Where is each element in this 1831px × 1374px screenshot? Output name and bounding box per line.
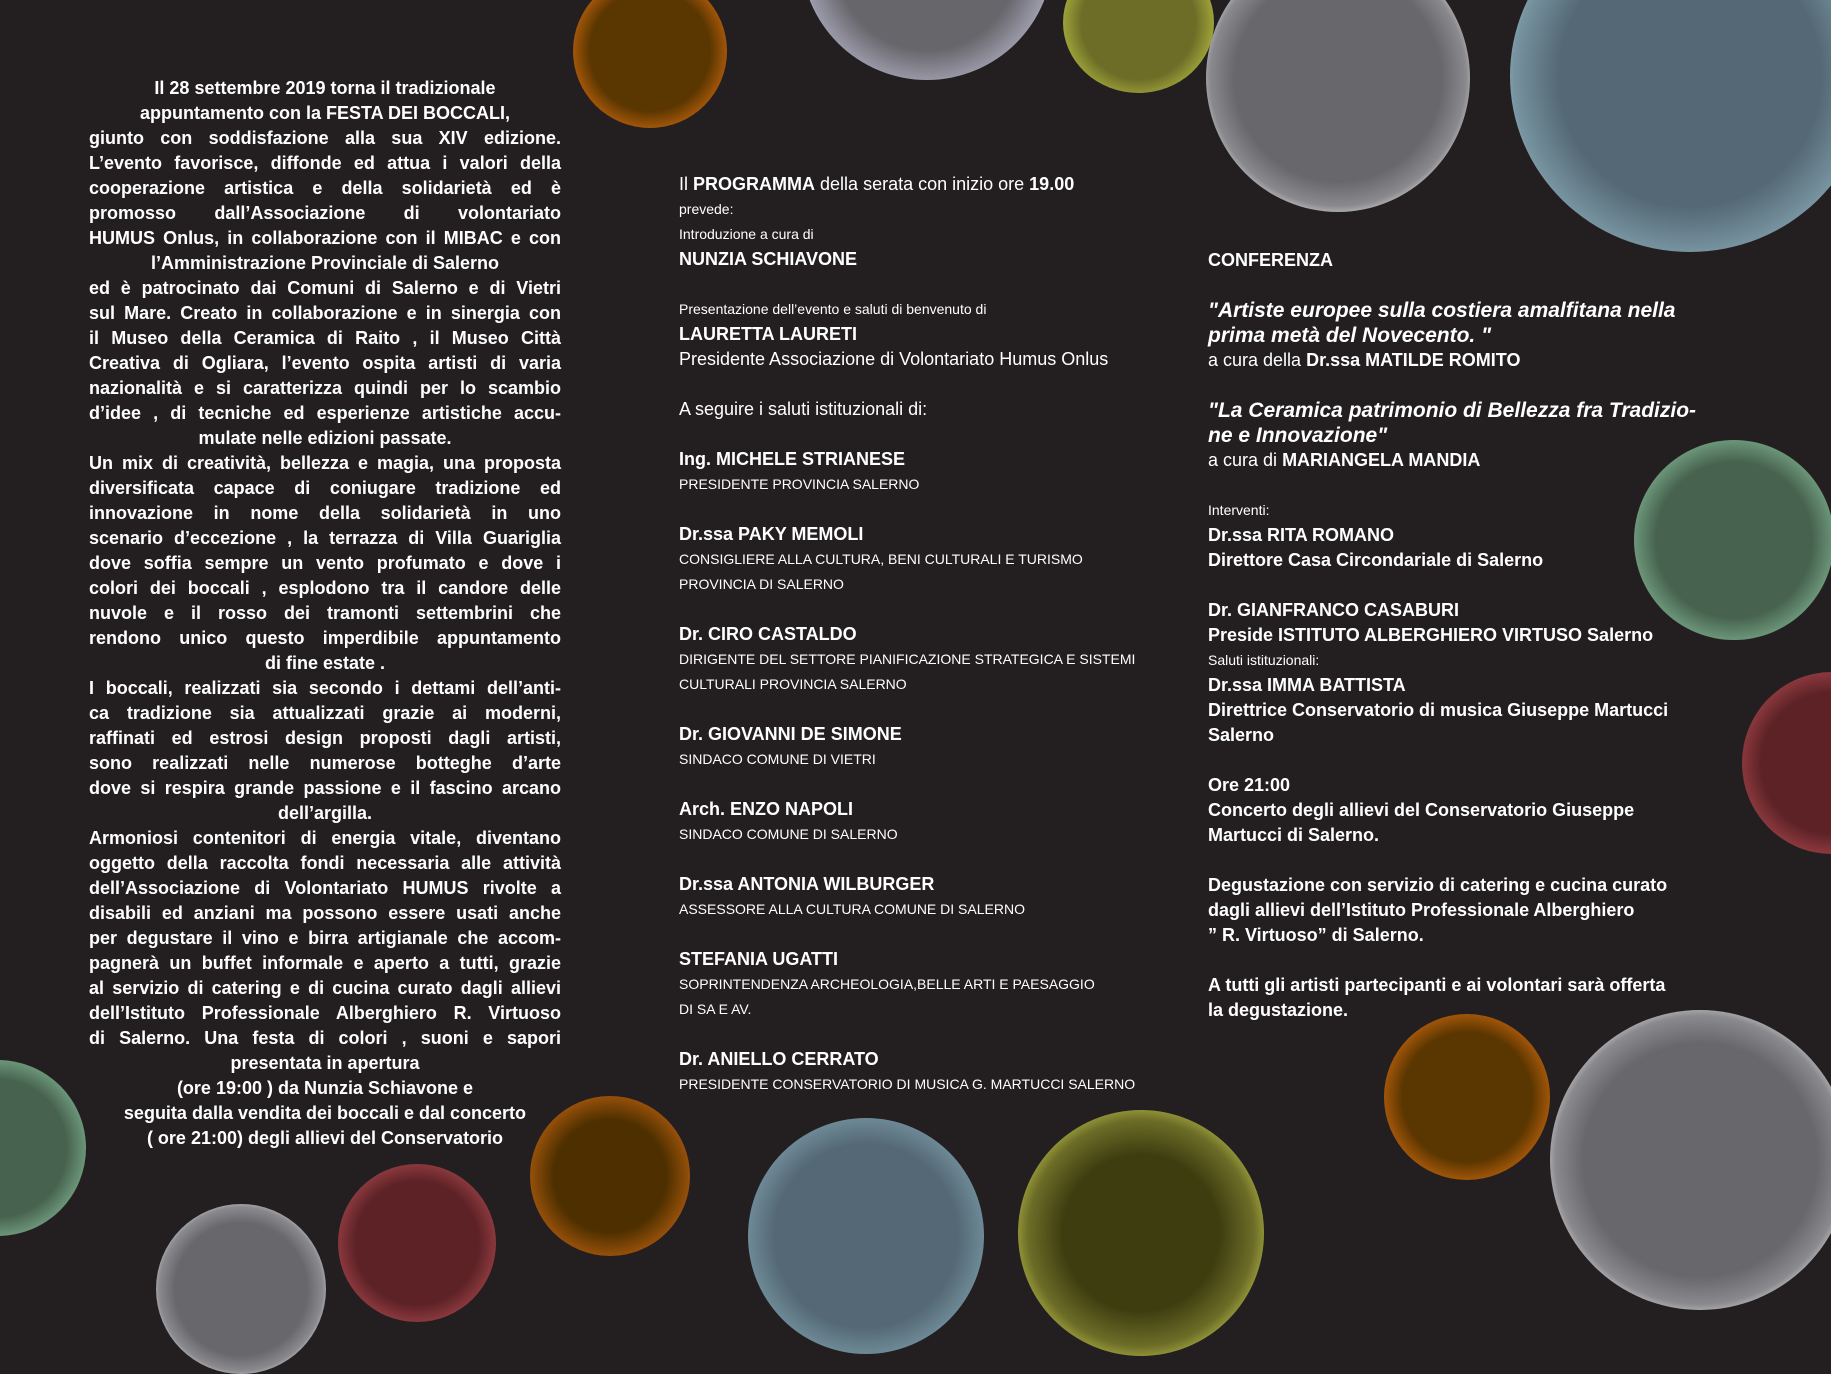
concert-line2: Martucci di Salerno. (1208, 825, 1380, 845)
intro-text-line: Un mix di creatività, bellezza e magia, una proposta (89, 453, 561, 473)
intro-text-line: raffinati ed estrosi design proposti dagli artisti, (89, 728, 561, 748)
intro-text-line: dell’argilla. (277, 803, 373, 823)
program-person (679, 872, 1219, 922)
intro-text-line: innovazione in nome della solidarietà in uno (89, 503, 561, 523)
program-person (679, 797, 1219, 847)
program-person-role: DIRIGENTE DEL SETTORE PIANIFICAZIONE STRATEGICA E SISTEMI (679, 651, 1136, 667)
intro-text-line: dell’Istituto Professionale Alberghiero R. Virtuoso (89, 1003, 561, 1023)
program-person-role: SOPRINTENDENZA ARCHEOLOGIA,BELLE ARTI E PAESAGGIO (679, 976, 1095, 992)
intro-text-line: al servizio di catering e di cucina curato dagli allievi (89, 978, 561, 998)
program-person-role: PROVINCIA DI SALERNO (679, 576, 844, 592)
program-lauretta-role: Presidente Associazione di Volontariato Humus Onlus (679, 349, 1109, 369)
intro-text-line: nuvole e il rosso dei tramonti settembrini che (89, 603, 561, 623)
conference-column (1208, 248, 1768, 1023)
intro-text-line: Creativa di Ogliara, l’evento ospita artisti di varia (89, 353, 561, 373)
intro-text-line: ca tradizione sia attualizzati grazie ai moderni, (89, 703, 561, 723)
program-nunzia: NUNZIA SCHIAVONE (679, 249, 858, 269)
talk2-by: a cura di MARIANGELA MANDIA (1208, 450, 1481, 470)
circle-gray-teal-top (1206, 0, 1470, 212)
program-person-role: ASSESSORE ALLA CULTURA COMUNE DI SALERNO (679, 901, 1025, 917)
program-person (679, 722, 1219, 772)
intro-text-line: il Museo della Ceramica di Raito , il Museo Città (89, 328, 561, 348)
program-person-role: PRESIDENTE PROVINCIA SALERNO (679, 476, 920, 492)
program-person-role: CULTURALI PROVINCIA SALERNO (679, 676, 907, 692)
rita-name: Dr.ssa RITA ROMANO (1208, 525, 1395, 545)
intro-text-line: HUMUS Onlus, in collaborazione con il MIBAC e con (89, 228, 561, 248)
intro-text-line: nazionalità e si caratterizza quindi per lo scambio (89, 378, 561, 398)
program-person-role: SINDACO COMUNE DI VIETRI (679, 751, 876, 767)
program-person-name: Ing. MICHELE STRIANESE (679, 449, 906, 469)
rita-role: Direttore Casa Circondariale di Salerno (1208, 550, 1544, 570)
program-person (679, 622, 1219, 697)
intro-text-line: d’idee , di tecniche ed esperienze artistiche accu- (89, 403, 561, 423)
talk2-title-line1: "La Ceramica patrimonio di Bellezza fra Tradizio- (1208, 399, 1697, 422)
program-person (679, 947, 1219, 1022)
intro-text-line: per degustare il vino e birra artigianale che accom- (89, 928, 561, 948)
program-person-role: CONSIGLIERE ALLA CULTURA, BENI CULTURALI E TURISMO (679, 551, 1083, 567)
circle-orange-bottom-right (1384, 1014, 1550, 1180)
degustazione-line1: Degustazione con servizio di catering e cucina curato (1208, 875, 1668, 895)
program-presentazione: Presentazione dell’evento e saluti di benvenuto di (679, 301, 987, 317)
intro-text-line: I boccali, realizzati sia secondo i dettami dell’anti- (89, 678, 561, 698)
circle-red-bottom (338, 1164, 496, 1322)
intro-text-column (89, 76, 561, 1151)
circle-gray-bottom-left (156, 1204, 326, 1374)
talk1-title-line2: prima metà del Novecento. " (1208, 324, 1492, 347)
program-person-name: Dr. ANIELLO CERRATO (679, 1049, 879, 1069)
intro-text-line: sul Mare. Creato in collaborazione e in sinergia con (89, 303, 561, 323)
circle-olive-top (1063, 0, 1214, 93)
imma-role-line2: Salerno (1208, 725, 1275, 745)
interventi-label: Interventi: (1208, 502, 1270, 518)
program-person (679, 447, 1219, 497)
degustazione-line3: ” R. Virtuoso” di Salerno. (1208, 925, 1424, 945)
program-person-name: Dr.ssa ANTONIA WILBURGER (679, 874, 935, 894)
intro-text-line: L’evento favorisce, diffonde ed attua i valori della (89, 153, 561, 173)
intro-text-line: (ore 19:00 ) da Nunzia Schiavone e (176, 1078, 474, 1098)
program-person-name: Dr. CIRO CASTALDO (679, 624, 857, 644)
program-person-name: Arch. ENZO NAPOLI (679, 799, 854, 819)
intro-text-line: diversificata capace di coniugare tradizione ed (89, 478, 561, 498)
program-introduzione: Introduzione a cura di (679, 226, 814, 242)
intro-text-line: Armoniosi contenitori di energia vitale, diventano (89, 828, 561, 848)
talk1-title-line1: "Artiste europee sulla costiera amalfitana nella (1208, 299, 1676, 322)
program-saluti: A seguire i saluti istituzionali di: (679, 399, 928, 419)
program-person-name: Dr.ssa PAKY MEMOLI (679, 524, 864, 544)
program-lauretta-name: LAURETTA LAURETI (679, 324, 857, 344)
program-person-name: STEFANIA UGATTI (679, 949, 838, 969)
intro-text-line: dove si respira grande passione e il fascino arcano (89, 778, 561, 798)
program-person (679, 522, 1219, 597)
intro-text-line: appuntamento con la FESTA DEI BOCCALI, (139, 103, 510, 123)
intro-text-line: scenario d’eccezione , la terrazza di Villa Guariglia (89, 528, 561, 548)
circle-gray-violet-top (801, 0, 1053, 80)
intro-text-line: di Salerno. Una festa di colori , suoni e sapori (89, 1028, 561, 1048)
intro-text-line: promosso dall’Associazione di volontariato (89, 203, 561, 223)
program-intro: Il PROGRAMMA della serata con inizio ore 19.00 (679, 174, 1075, 194)
intro-text-line: sono realizzati nelle numerose botteghe d’arte (89, 753, 561, 773)
intro-text-line: giunto con soddisfazione alla sua XIV edizione. (89, 128, 561, 148)
final-note-line1: A tutti gli artisti partecipanti e ai volontari sarà offerta (1208, 975, 1666, 995)
intro-text-line: mulate nelle edizioni passate. (198, 428, 452, 448)
program-column (679, 172, 1219, 1122)
conference-heading: CONFERENZA (1208, 250, 1333, 270)
talk1-by: a cura della Dr.ssa MATILDE ROMITO (1208, 350, 1521, 370)
intro-text-line: colori dei boccali , esplodono tra il candore delle (89, 578, 561, 598)
circle-yellow-bottom (1018, 1110, 1264, 1356)
program-person-role: PRESIDENTE CONSERVATORIO DI MUSICA G. MARTUCCI SALERNO (679, 1076, 1136, 1092)
degustazione-line2: dagli allievi dell’Istituto Professionale Alberghiero (1208, 900, 1635, 920)
intro-text-line: presentata in apertura (230, 1053, 420, 1073)
intro-text-line: di fine estate . (264, 653, 386, 673)
intro-text-line: cooperazione artistica e della solidarietà ed è (89, 178, 561, 198)
imma-name: Dr.ssa IMMA BATTISTA (1208, 675, 1406, 695)
intro-text-line: pagnerà un buffet informale e aperto a tutti, grazie (89, 953, 561, 973)
intro-text-line: disabili ed anziani ma possono essere usati anche (89, 903, 561, 923)
talk2-title-line2: ne e Innovazione" (1208, 424, 1388, 447)
intro-text-line: dell’Associazione di Volontariato HUMUS rivolte a (89, 878, 561, 898)
intro-text-line: oggetto della raccolta fondi necessaria alle attività (89, 853, 561, 873)
circle-blue-bottom (748, 1118, 984, 1354)
intro-text-line: dove soffia sempre un vento profumato e dove i (89, 553, 561, 573)
program-person (679, 1047, 1219, 1097)
circle-orange-top (573, 0, 727, 128)
imma-role-line1: Direttrice Conservatorio di musica Giuseppe Martucci (1208, 700, 1669, 720)
intro-text-line: Il 28 settembre 2019 torna il tradizionale (154, 78, 496, 98)
gianfranco-name: Dr. GIANFRANCO CASABURI (1208, 600, 1460, 620)
intro-text-line: l’Amministrazione Provinciale di Salerno (150, 253, 500, 273)
final-note-line2: la degustazione. (1208, 1000, 1349, 1020)
circle-blue-top-right (1510, 0, 1831, 252)
program-person-role: DI SA E AV. (679, 1001, 752, 1017)
circle-gray-teal-bottom-right (1550, 1010, 1831, 1310)
intro-text-line: rendono unico questo imperdibile appuntamento (89, 628, 561, 648)
concert-line1: Concerto degli allievi del Conservatorio Giuseppe (1208, 800, 1635, 820)
program-person-name: Dr. GIOVANNI DE SIMONE (679, 724, 902, 744)
gianfranco-role: Preside ISTITUTO ALBERGHIERO VIRTUSO Salerno (1208, 625, 1654, 645)
intro-text-line: ed è patrocinato dai Comuni di Salerno e di Vietri (89, 278, 561, 298)
concert-time: Ore 21:00 (1208, 775, 1291, 795)
saluti-label: Saluti istituzionali: (1208, 652, 1320, 668)
program-person-role: SINDACO COMUNE DI SALERNO (679, 826, 898, 842)
intro-text-line: ( ore 21:00) degli allievi del Conservatorio (146, 1128, 504, 1148)
program-people-list (679, 447, 1219, 1097)
circle-green-bottom-left (0, 1060, 86, 1236)
program-prevede: prevede: (679, 201, 734, 217)
intro-text-line: seguita dalla vendita dei boccali e dal concerto (123, 1103, 527, 1123)
